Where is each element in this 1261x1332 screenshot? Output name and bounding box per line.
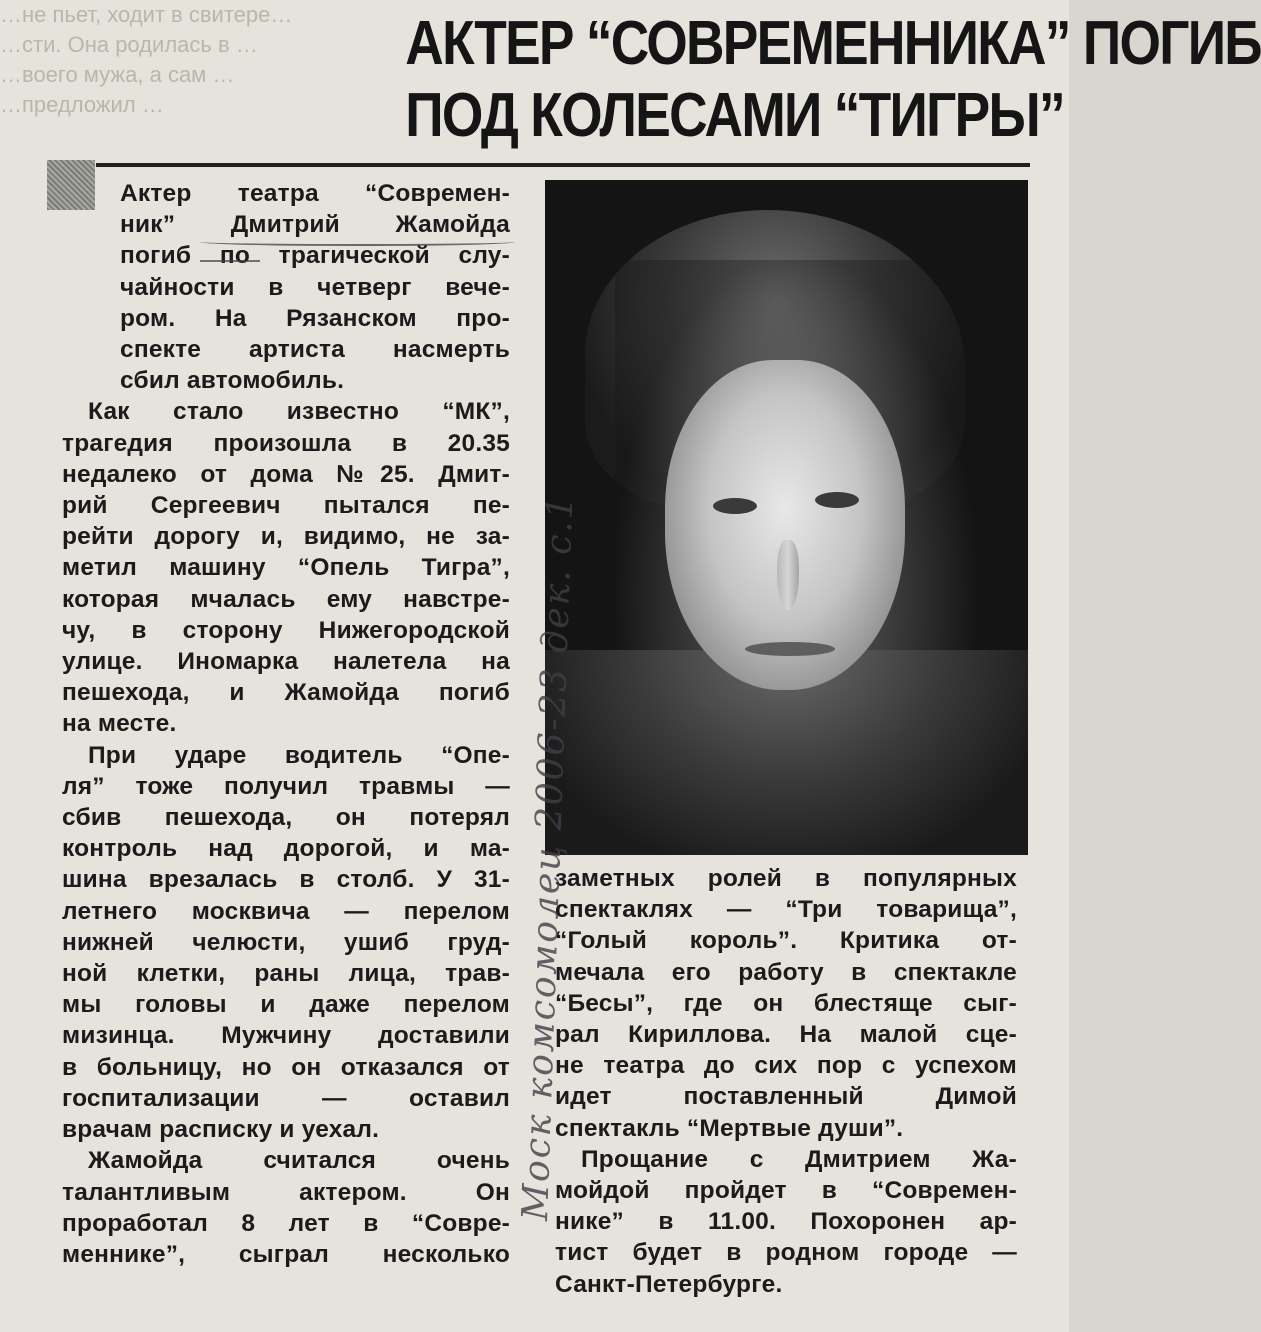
lead-line: чайности в четверг вече- [120, 273, 510, 301]
text-line: Прощание с Дмитрием Жа- [581, 1145, 1017, 1173]
text-line: тист будет в родном городе — [555, 1239, 1017, 1267]
previous-article-line: …сти. Она родилась в … [0, 32, 258, 57]
photo-face [665, 360, 905, 690]
text-line: талантливым актером. Он [62, 1178, 510, 1206]
lead-line: Актер театра “Современ- [120, 180, 510, 207]
previous-article-line: …воего мужа, а сам … [0, 62, 235, 87]
text-line: мы головы и даже перелом [62, 991, 510, 1019]
text-line: чу, в сторону Нижегородской [62, 616, 510, 644]
paragraph-driver [62, 740, 510, 1146]
text-line: не театра до сих пор с успехом [555, 1052, 1017, 1080]
text-line: заметных ролей в популярных [555, 865, 1017, 892]
previous-article-line: …не пьет, ходит в свитере… [0, 2, 293, 27]
text-line: шина врезалась в столб. У 31- [62, 866, 510, 894]
text-line: нижней челюсти, ушиб груд- [62, 928, 510, 956]
paragraph-farewell [555, 1144, 1017, 1300]
photo-nose [777, 540, 799, 610]
text-line: мизинца. Мужчину доставили [62, 1022, 510, 1050]
headline [300, 8, 1261, 152]
text-line: Жамойда считался очень [88, 1147, 510, 1175]
text-line: которая мчалась ему навстре- [62, 585, 510, 613]
text-line: в больницу, но он отказался от [62, 1053, 510, 1081]
photo-eye-right [815, 492, 859, 508]
text-line: спектакль “Мертвые души”. [555, 1114, 904, 1142]
article-column-1 [62, 178, 510, 1270]
text-line: рал Кириллова. На малой сце- [555, 1021, 1017, 1049]
text-line: метил машину “Опель Тигра”, [62, 554, 510, 582]
text-line: трагедия произошла в 20.35 [62, 429, 510, 457]
text-line: спектаклях — “Три товарища”, [555, 896, 1017, 924]
photo-mouth [745, 642, 835, 656]
actor-photo [545, 180, 1028, 855]
paragraph-roles [555, 863, 1017, 1144]
headline-rule [96, 163, 1030, 167]
text-line: недалеко от дома №25. Дмит- [62, 460, 510, 488]
headline-line-2: ПОД КОЛЕСАМИ “ТИГРЫ” [405, 81, 1064, 150]
text-line: ля” тоже получил травмы — [62, 772, 510, 800]
text-line: на месте. [62, 710, 177, 738]
text-line: идет поставленный Димой [555, 1083, 1017, 1111]
text-line: мойдой пройдет в “Современ- [555, 1177, 1017, 1205]
text-line: рий Сергеевич пытался пе- [62, 492, 510, 520]
text-line: Санкт-Петербурге. [555, 1270, 783, 1298]
headline-line-1: АКТЕР “СОВРЕМЕННИКА” ПОГИБ [405, 9, 1261, 78]
text-line: Как стало известно “МК”, [88, 398, 510, 426]
text-line: нике” в 11.00. Похоронен ар- [555, 1208, 1017, 1236]
pen-strike-mark [200, 256, 260, 262]
text-line: летнего москвича — перелом [62, 897, 510, 925]
text-line: “Голый король”. Критика от- [555, 927, 1017, 955]
text-line: улице. Иномарка налетела на [62, 648, 510, 676]
text-line: госпитализации — оставил [62, 1084, 510, 1112]
text-line: “Бесы”, где он блестяще сыг- [555, 989, 1017, 1017]
text-line: пешехода, и Жамойда погиб [62, 679, 510, 707]
photo-eye-left [713, 498, 757, 514]
text-line: ной клетки, раны лица, трав- [62, 960, 510, 988]
text-line: контроль над дорогой, и ма- [62, 835, 510, 863]
text-line: проработал 8 лет в “Совре- [62, 1209, 510, 1237]
lead-line: ром. На Рязанском про- [120, 304, 510, 332]
text-line: врачам расписку и уехал. [62, 1116, 380, 1144]
lead-paragraph [0, 178, 510, 396]
pen-underline-mark [200, 238, 515, 246]
article-column-2 [555, 863, 1017, 1300]
text-line: сбив пешехода, он потерял [62, 804, 510, 832]
lead-line: спекте артиста насмерть [120, 336, 510, 364]
handwritten-source-note: Моск комсомолец 2006-23 дек. с.1 [515, 493, 582, 1222]
text-line: рейти дорогу и, видимо, не за- [62, 523, 510, 551]
lead-line: погиб по трагической слу- [120, 242, 510, 270]
text-line: меннике”, сыграл несколько [62, 1240, 510, 1268]
text-line: При ударе водитель “Опе- [88, 741, 510, 769]
lead-line: ник” Дмитрий Жамойда [120, 211, 510, 239]
previous-article-line: …предложил … [0, 92, 164, 117]
paragraph-mk-report [62, 396, 510, 739]
text-line: мечала его работу в спектакле [555, 958, 1017, 986]
paragraph-career [62, 1145, 510, 1270]
lead-line: сбил автомобиль. [120, 367, 345, 395]
previous-article-fragment [0, 0, 310, 160]
